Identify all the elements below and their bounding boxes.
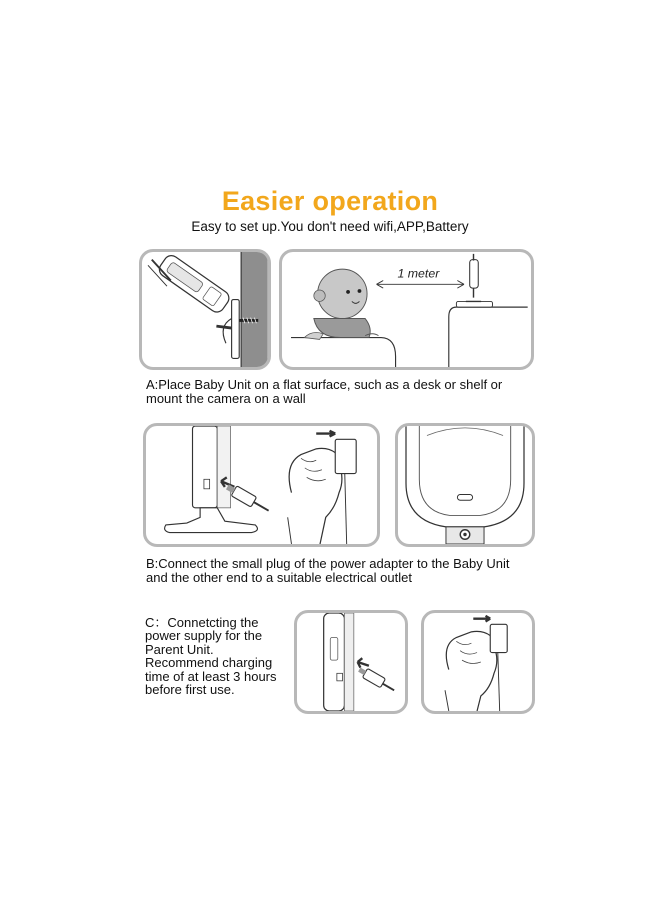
section-b-caption-line2: and the other end to a suitable electrical outlet [146,570,412,585]
power-adapter [335,439,356,473]
section-a-caption-line2: mount the camera on a wall [146,391,306,406]
section-a-caption-line1: A:Place Baby Unit on a flat surface, such as a desk or shelf or [146,377,503,392]
desk-edge [291,338,396,367]
push-arrow-c [473,616,490,622]
baby-unit-column [193,426,218,508]
distance-label: 1 meter [397,266,440,281]
section-b-caption-line1: B:Connect the small plug of the power adapter to the Baby Unit [146,556,510,571]
section-a-caption [146,378,546,406]
baby-unit-power-illustration [143,423,380,547]
section-c-line4: Recommend charging [145,655,273,671]
outlet-plug-drawing [424,613,532,711]
power-adapter-c [490,624,507,652]
baby-unit-port-drawing [398,426,532,544]
hand-shape [289,448,342,544]
section-c-caption [145,616,295,696]
insert-arrow-c [358,658,369,667]
wall-shape [241,252,268,367]
status-led [457,495,472,501]
section-c-line6: before first use. [145,682,235,698]
hand-shape-c [446,631,497,711]
camera-on-shelf [470,260,479,289]
baby-unit-base [165,508,258,533]
section-c-line5: time of at least 3 hours [145,668,277,684]
parent-unit-body [324,613,345,711]
mount-plate [232,300,240,359]
unit-back-outline [406,426,524,527]
baby-distance-illustration [279,249,534,370]
section-b-caption [146,557,546,585]
wall-mount-illustration [139,249,271,370]
parent-unit-power-illustration [294,610,408,714]
outlet-plug-illustration [421,610,535,714]
page-title: Easier operation [221,186,439,216]
baby-distance-drawing [282,252,531,367]
baby-unit-port-illustration [395,423,535,547]
section-c-line2: power supply for the [145,628,263,644]
baby-unit-power-drawing [146,426,377,544]
wall-mount-drawing [142,252,268,367]
section-c-line1: C：Connetcting the [145,615,259,630]
parent-unit-power-drawing [297,613,405,711]
shelf-edge [449,307,457,367]
page-subtitle: Easy to set up.You don't need wifi,APP,Battery [191,219,469,234]
section-c-line3: Parent Unit. [145,641,214,657]
push-arrow [316,431,335,437]
